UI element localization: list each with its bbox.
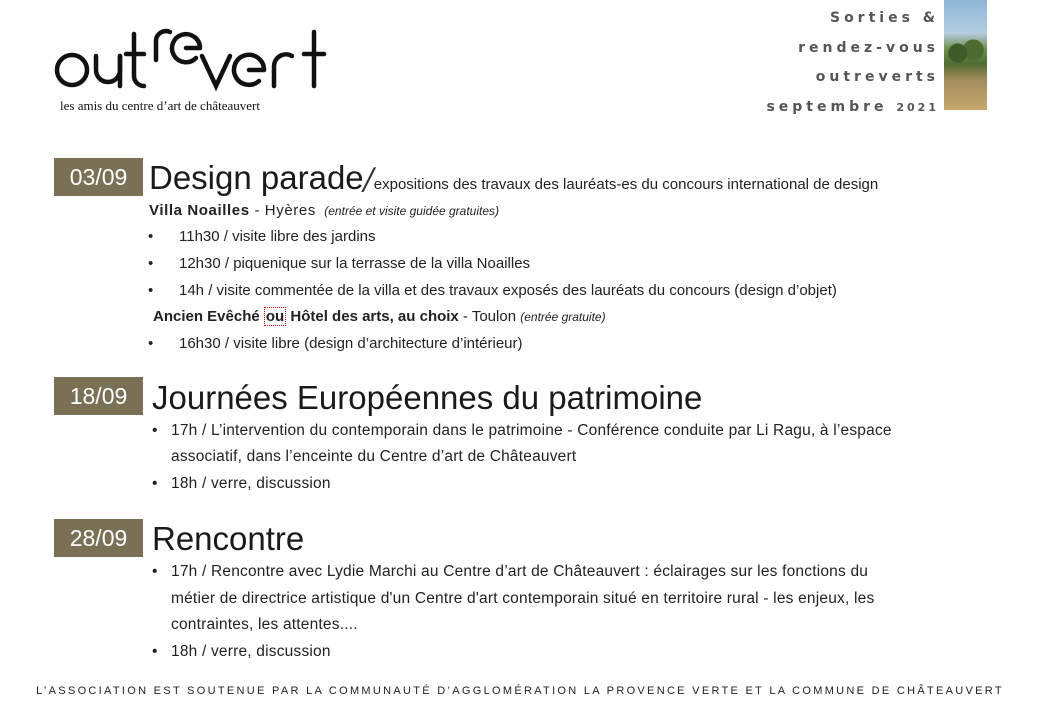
date-badge-2: 18/09 <box>54 377 143 415</box>
logo-tagline: les amis du centre d’art de châteauvert <box>60 98 260 113</box>
list-item: • 18h / verre, discussion <box>152 475 331 492</box>
list-item: • 18h / verre, discussion <box>152 643 331 660</box>
header-year: 2021 <box>896 100 939 114</box>
list-item-continued: métier de directrice artistique d'un Centre d'art contemporain situé en territoire rural - les enjeux, les <box>171 590 875 607</box>
list-item: • 17h / Rencontre avec Lydie Marchi au Centre d’art de Châteauvert : éclairages sur les fonctions du <box>152 563 869 580</box>
venue-choice: , au choix <box>389 308 459 325</box>
header-month: septembre <box>766 98 888 115</box>
date-badge-1: 03/09 <box>54 158 143 196</box>
venue-city: - Hyères <box>249 202 316 219</box>
event-2-title: Journées Européennes du patrimoine <box>152 379 703 416</box>
event-1-subtitle: expositions des travaux des lauréats-es du concours international de design <box>373 176 879 193</box>
date-badge-3: 28/09 <box>54 519 143 557</box>
header-line-4 <box>766 93 939 123</box>
logo-wordmark <box>52 18 342 98</box>
event-1-title: Design parade <box>149 159 364 196</box>
venue-note: (entrée gratuite) <box>520 310 606 324</box>
header-line-1: Sorties & <box>829 10 939 26</box>
list-item: • 11h30 / visite libre des jardins <box>148 228 376 245</box>
list-item: • 17h / L’intervention du contemporain dans le patrimoine - Conférence conduite par Li Ragu, à l’espace <box>152 422 892 439</box>
footer-support-note: L’ASSOCIATION EST SOUTENUE PAR LA COMMUNAUTÉ D’AGGLOMÉRATION LA PROVENCE VERTE ET LA COMMUNE DE CHÂTEAUVERT <box>36 685 1004 697</box>
list-item-continued: associatif, dans l’enceinte du Centre d’art de Châteauvert <box>171 448 577 465</box>
event-1-title-row <box>149 160 878 203</box>
venue-name-a: Ancien Evêché <box>153 308 260 325</box>
venue-or: ou <box>265 308 285 325</box>
venue-city: - Toulon <box>458 308 517 325</box>
event-3-title: Rencontre <box>152 520 305 557</box>
venue-name: Villa Noailles <box>149 202 250 219</box>
list-item: • 16h30 / visite libre (design d’architecture d’intérieur) <box>148 335 523 352</box>
list-item: • 12h30 / piquenique sur la terrasse de la villa Noailles <box>148 255 531 272</box>
list-item-continued: contraintes, les attentes.... <box>171 616 358 633</box>
vineyard-photo <box>944 0 987 110</box>
header-line-2: rendez-vous <box>798 39 939 56</box>
event-1-venue-2 <box>153 308 606 325</box>
photo-trees <box>946 38 985 68</box>
event-1-venue-1 <box>149 202 499 219</box>
list-item: • 14h / visite commentée de la villa et des travaux exposés des lauréats du concours (design d’objet) <box>148 282 837 299</box>
header-title <box>766 4 939 122</box>
venue-name-b: Hôtel des arts <box>290 308 390 325</box>
venue-note: (entrée et visite guidée gratuites) <box>324 204 500 218</box>
header-line-3: outreverts <box>815 69 939 85</box>
title-slash: / <box>363 162 374 197</box>
